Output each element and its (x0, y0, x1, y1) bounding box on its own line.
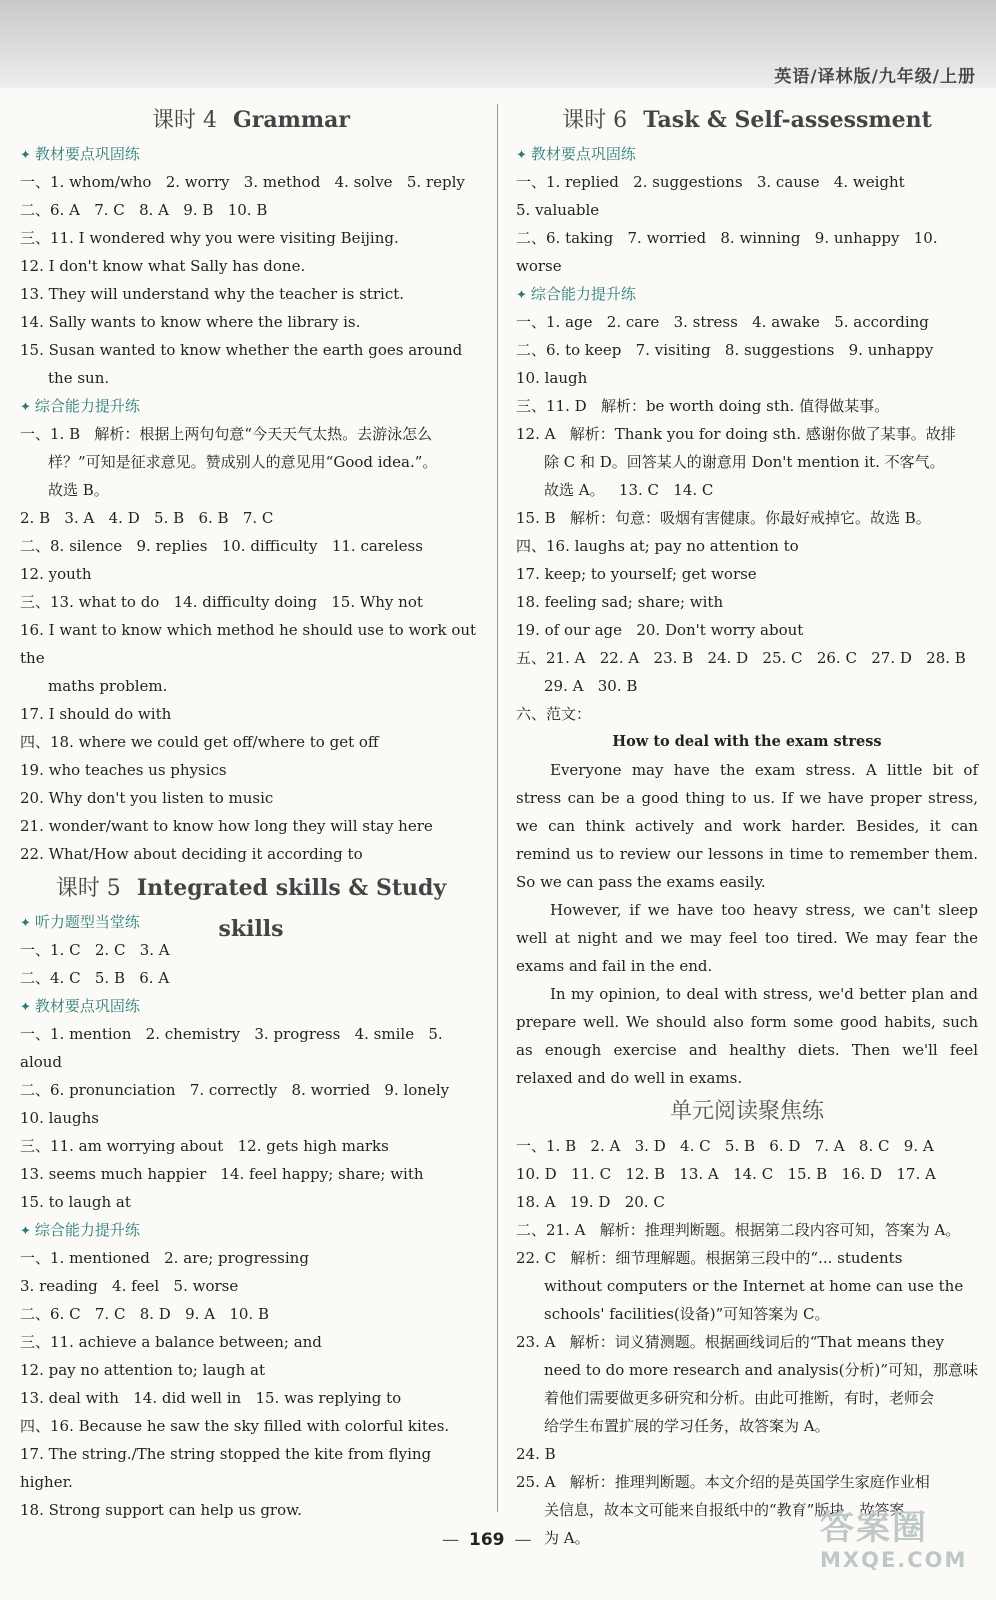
subsection-heading: ✦ 教材要点巩固练 (516, 140, 978, 168)
answer-line: 15. to laugh at (20, 1193, 131, 1211)
answer-line: 二、6. pronunciation 7. correctly 8. worried 9. lonely (20, 1081, 450, 1099)
answer-line: 二、6. taking 7. worried 8. winning 9. unhappy 10. worse (516, 229, 943, 275)
lesson-name: Integrated skills & Study skills (136, 875, 447, 942)
essay-paragraph: In my opinion, to deal with stress, we'd better plan and prepare well. We should also form some good habits, such as enough exercise and healthy diets. Then we'll feel relaxed and do well in exams. (516, 985, 978, 1087)
answer-line: 一、1. mentioned 2. are; progressing (20, 1249, 309, 1267)
lesson-number: 课时 6 (562, 108, 628, 133)
answer-line: 二、6. A 7. C 8. A 9. B 10. B (20, 201, 268, 219)
answer-line: 2. B 3. A 4. D 5. B 6. B 7. C (20, 509, 274, 527)
answer-line: 一、1. B 解析：根据上两句句意“今天天气太热。去游泳怎么 (20, 425, 433, 443)
answer-line: 三、11. am worrying about 12. gets high marks (20, 1137, 389, 1155)
column-divider (497, 104, 498, 1512)
lesson-name: Grammar (232, 107, 351, 133)
page-number-value: 169 (469, 1530, 505, 1550)
answer-line: 17. The string./The string stopped the kite from flying higher. (20, 1445, 436, 1491)
answer-line: 12. A 解析：Thank you for doing sth. 感谢你做了某事。故排 (516, 425, 956, 443)
answer-line: 一、1. replied 2. suggestions 3. cause 4. weight (516, 173, 905, 191)
answer-line: 一、1. age 2. care 3. stress 4. awake 5. according (516, 313, 929, 331)
answer-line: 样？”可知是征求意见。赞成别人的意见用“Good idea.”。 (48, 453, 438, 471)
page-number: — 169 — (442, 1530, 532, 1550)
answer-line: 23. A 解析：词义猜测题。根据画线词后的“That means they (516, 1333, 945, 1351)
answer-block (516, 168, 978, 280)
reading-section-title: 单元阅读聚焦练 (669, 1099, 824, 1124)
answer-block (20, 168, 482, 392)
answer-line: 一、1. whom/who 2. worry 3. method 4. solve 5. reply (20, 173, 465, 191)
answer-line: 二、8. silence 9. replies 10. difficulty 11. careless (20, 537, 423, 555)
lesson-name: Task & Self-assessment (643, 107, 932, 133)
answer-line: 故选 A。 13. C 14. C (544, 481, 714, 499)
right-column (516, 100, 978, 1552)
essay-paragraph: Everyone may have the exam stress. A little bit of stress can be a good thing to us. If we have proper stress, we can think actively and work harder. Besides, it can remind us to review our lessons in time to remember them. So we can pass the exams easily. (516, 761, 978, 891)
answer-line: 18. feeling sad; share; with (516, 593, 724, 611)
answer-line: 12. I don't know what Sally has done. (20, 257, 306, 275)
subsection-heading: ✦ 综合能力提升练 (20, 1216, 482, 1244)
answer-line: without computers or the Internet at home can use the (544, 1277, 964, 1295)
answer-line: 六、范文： (516, 705, 592, 723)
answer-line: 10. D 11. C 12. B 13. A 14. C 15. B 16. D 17. A (516, 1165, 936, 1183)
answer-line: 21. wonder/want to know how long they will stay here (20, 817, 433, 835)
answer-line: 29. A 30. B (544, 677, 638, 695)
answer-line: 一、1. mention 2. chemistry 3. progress 4. smile 5. aloud (20, 1025, 448, 1071)
answer-line: 三、11. achieve a balance between; and (20, 1333, 322, 1351)
answer-line: 除 C 和 D。回答某人的谢意用 Don't mention it. 不客气。 (544, 453, 945, 471)
essay-body (516, 756, 978, 1092)
answer-line: 22. What/How about deciding it according to (20, 845, 363, 863)
answer-block (516, 308, 978, 728)
answer-line: 15. Susan wanted to know whether the earth goes around (20, 341, 463, 359)
lesson-number: 课时 5 (55, 876, 121, 901)
answer-block (20, 1244, 482, 1524)
watermark-logo (820, 1508, 967, 1572)
answer-line: schools' facilities(设备)”可知答案为 C。 (544, 1305, 830, 1323)
subsection-heading: ✦ 教材要点巩固练 (20, 992, 482, 1020)
answer-line: 五、21. A 22. A 23. B 24. D 25. C 26. C 27. D 28. B (516, 649, 966, 667)
answer-line: 二、6. C 7. C 8. D 9. A 10. B (20, 1305, 269, 1323)
answer-line: 二、21. A 解析：推理判断题。根据第二段内容可知，答案为 A。 (516, 1221, 961, 1239)
subsection-heading: ✦ 综合能力提升练 (516, 280, 978, 308)
lesson-4-title (20, 100, 482, 140)
answer-line: the sun. (48, 369, 110, 387)
answer-line: 17. keep; to yourself; get worse (516, 565, 757, 583)
answer-line: 一、1. B 2. A 3. D 4. C 5. B 6. D 7. A 8. C 9. A (516, 1137, 934, 1155)
essay-paragraph: However, if we have too heavy stress, we can't sleep well at night and we may feel too tired. We may fear the exams and fail in the end. (516, 901, 978, 975)
answer-line: 10. laugh (516, 369, 588, 387)
answer-block (20, 420, 482, 868)
subsection-heading: ✦ 听力题型当堂练 (20, 908, 482, 936)
answer-line: 三、11. D 解析：be worth doing sth. 值得做某事。 (516, 397, 890, 415)
answer-line: 12. youth (20, 565, 92, 583)
subsection-heading: ✦ 教材要点巩固练 (20, 140, 482, 168)
answer-line: maths problem. (48, 677, 168, 695)
answer-block (516, 1132, 978, 1552)
answer-line: 5. valuable (516, 201, 600, 219)
answer-line: 故选 B。 (48, 481, 109, 499)
answer-line: 14. Sally wants to know where the library is. (20, 313, 361, 331)
lesson-6-title (516, 100, 978, 140)
answer-line: 18. Strong support can help us grow. (20, 1501, 302, 1519)
answer-line: 12. pay no attention to; laugh at (20, 1361, 265, 1379)
answer-line: 三、11. I wondered why you were visiting Beijing. (20, 229, 399, 247)
answer-block (20, 1020, 482, 1216)
answer-line: 3. reading 4. feel 5. worse (20, 1277, 239, 1295)
answer-line: 22. C 解析：细节理解题。根据第三段中的“... students (516, 1249, 903, 1267)
answer-line: 13. deal with 14. did well in 15. was replying to (20, 1389, 402, 1407)
answer-line: 19. of our age 20. Don't worry about (516, 621, 804, 639)
answer-line: 给学生布置扩展的学习任务，故答案为 A。 (544, 1417, 830, 1435)
answer-line: 一、1. C 2. C 3. A (20, 941, 170, 959)
book-title: 英语/译林版/九年级/上册 (774, 67, 976, 87)
answer-line: need to do more research and analysis(分析)”可知，那意味 (544, 1361, 979, 1379)
answer-line: 20. Why don't you listen to music (20, 789, 274, 807)
answer-line: 四、16. laughs at; pay no attention to (516, 537, 799, 555)
answer-line: 四、18. where we could get off/where to get off (20, 733, 379, 751)
answer-line: 10. laughs (20, 1109, 99, 1127)
answer-line: 24. B (516, 1445, 556, 1463)
answer-line: 二、6. to keep 7. visiting 8. suggestions 9. unhappy (516, 341, 934, 359)
subsection-heading: ✦ 综合能力提升练 (20, 392, 482, 420)
lesson-number: 课时 4 (151, 108, 217, 133)
answer-line: 着他们需要做更多研究和分析。由此可推断，有时，老师会 (544, 1389, 935, 1407)
answer-line: 13. They will understand why the teacher is strict. (20, 285, 405, 303)
answer-line: 13. seems much happier 14. feel happy; share; with (20, 1165, 424, 1183)
answer-line: 18. A 19. D 20. C (516, 1193, 665, 1211)
answer-line: 为 A。 (544, 1529, 590, 1547)
answer-line: 二、4. C 5. B 6. A (20, 969, 170, 987)
answer-line: 三、13. what to do 14. difficulty doing 15. Why not (20, 593, 423, 611)
answer-line: 16. I want to know which method he should use to work out the (20, 621, 481, 667)
left-column (20, 100, 482, 1524)
answer-line: 19. who teaches us physics (20, 761, 227, 779)
answer-line: 15. B 解析：句意：吸烟有害健康。你最好戒掉它。故选 B。 (516, 509, 931, 527)
answer-line: 25. A 解析：推理判断题。本文介绍的是英国学生家庭作业相 (516, 1473, 930, 1491)
answer-line: 四、16. Because he saw the sky filled with colorful kites. (20, 1417, 450, 1435)
answer-line: 17. I should do with (20, 705, 172, 723)
watermark-text: 答案圈 (820, 1508, 928, 1548)
answer-line: 关信息，故本文可能来自报纸中的“教育”版块，故答案 (544, 1501, 905, 1519)
watermark-url: MXQE.COM (820, 1548, 968, 1572)
essay-title: How to deal with the exam stress (612, 733, 882, 750)
